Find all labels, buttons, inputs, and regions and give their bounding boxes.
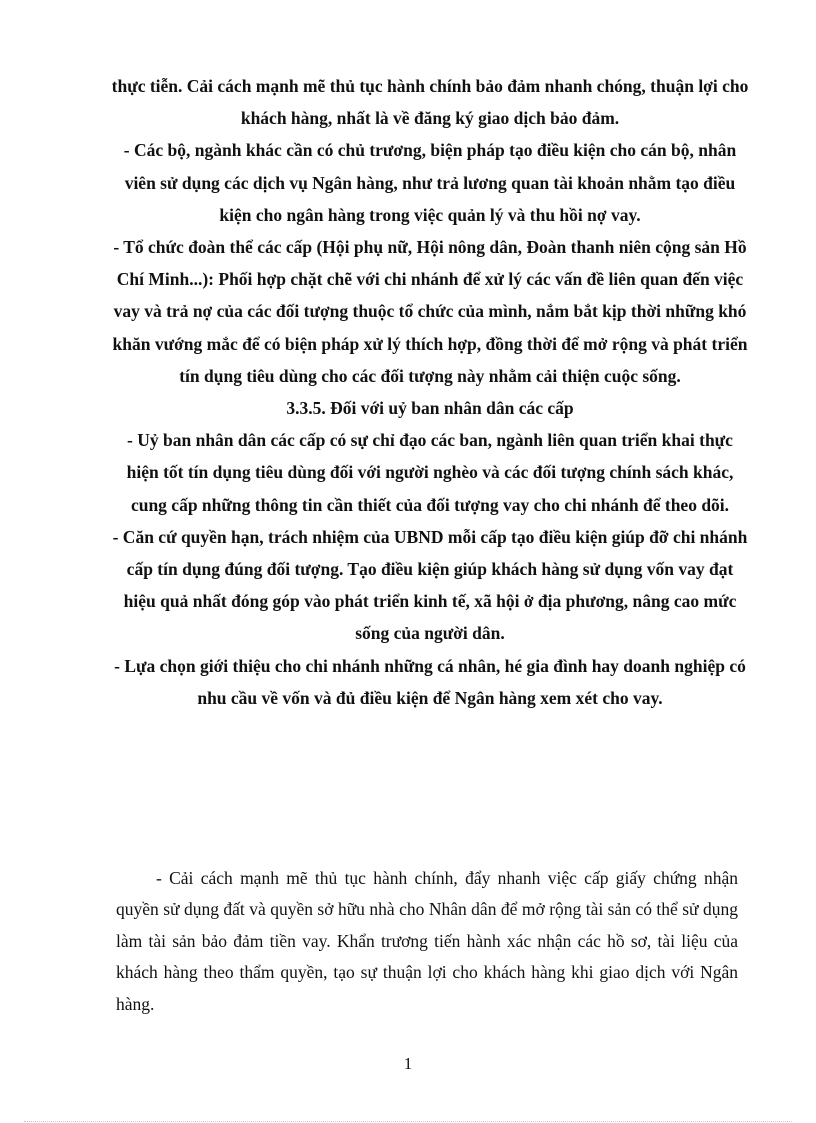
bold-text-block: [110, 70, 750, 714]
paragraph-admin-reform: - Cải cách mạnh mẽ thủ tục hành chính, đẩy nhanh việc cấp giấy chứng nhận quyền sử dụng đất và quyền sở hữu nhà cho Nhân dân để mở rộng tài sản có thể sử dụng làm tài sản bảo đảm tiền vay. Khẩn trương tiến hành xác nhận các hồ sơ, tài liệu của khách hàng theo thẩm quyền, tạo sự thuận lợi cho khách hàng khi giao dịch với Ngân hàng.: [116, 867, 738, 1014]
paragraph-referrals: - Lựa chọn giới thiệu cho chi nhánh những cá nhân, hé gia đình hay doanh nghiệp có nhu cầu về vốn và đủ điều kiện để Ngân hàng xem xét cho vay.: [114, 655, 746, 708]
paragraph-intro: thực tiễn. Cải cách mạnh mẽ thủ tục hành chính bảo đảm nhanh chóng, thuận lợi cho khách hàng, nhất là về đăng ký giao dịch bảo đảm.: [111, 76, 749, 129]
section-heading: 3.3.5. Đối với uỷ ban nhân dân các cấp: [286, 398, 574, 419]
paragraph-ministries: - Các bộ, ngành khác cần có chủ trương, biện pháp tạo điều kiện cho cán bộ, nhân viên sử dụng các dịch vụ Ngân hàng, như trả lương quan tài khoản nhằm tạo điều kiện cho ngân hàng trong việc quản lý và thu hồi nợ vay.: [123, 140, 737, 225]
footer-divider: [24, 1121, 792, 1122]
paragraph-committee-authority: - Căn cứ quyền hạn, trách nhiệm của UBND mỗi cấp tạo điều kiện giúp đỡ chi nhánh cấp tín dụng đúng đối tượng. Tạo điều kiện giúp khách hàng sử dụng vốn vay đạt hiệu quả nhất đóng góp vào phát triển kinh tế, xã hội ở địa phương, nâng cao mức sống của người dân.: [112, 526, 748, 644]
paragraph-organizations: - Tổ chức đoàn thể các cấp (Hội phụ nữ, Hội nông dân, Đoàn thanh niên cộng sản Hồ Chí Minh...): Phối hợp chặt chẽ với chi nhánh để xử lý các vấn đề liên quan đến việc vay và trả nợ của các đối tượng thuộc tổ chức của mình, nắm bắt kịp thời những khó khăn vướng mắc để có biện pháp xử lý thích hợp, đồng thời để mở rộng và phát triển tín dụng tiêu dùng cho các đối tượng này nhằm cải thiện cuộc sống.: [112, 237, 748, 386]
page-number: 1: [403, 1054, 413, 1073]
paragraph-committee-direction: - Uỷ ban nhân dân các cấp có sự chỉ đạo các ban, ngành liên quan triển khai thực hiện tốt tín dụng tiêu dùng đối với người nghèo và các đối tượng chính sách khác, cung cấp những thông tin cần thiết của đối tượng vay cho chi nhánh để theo dõi.: [126, 430, 734, 515]
